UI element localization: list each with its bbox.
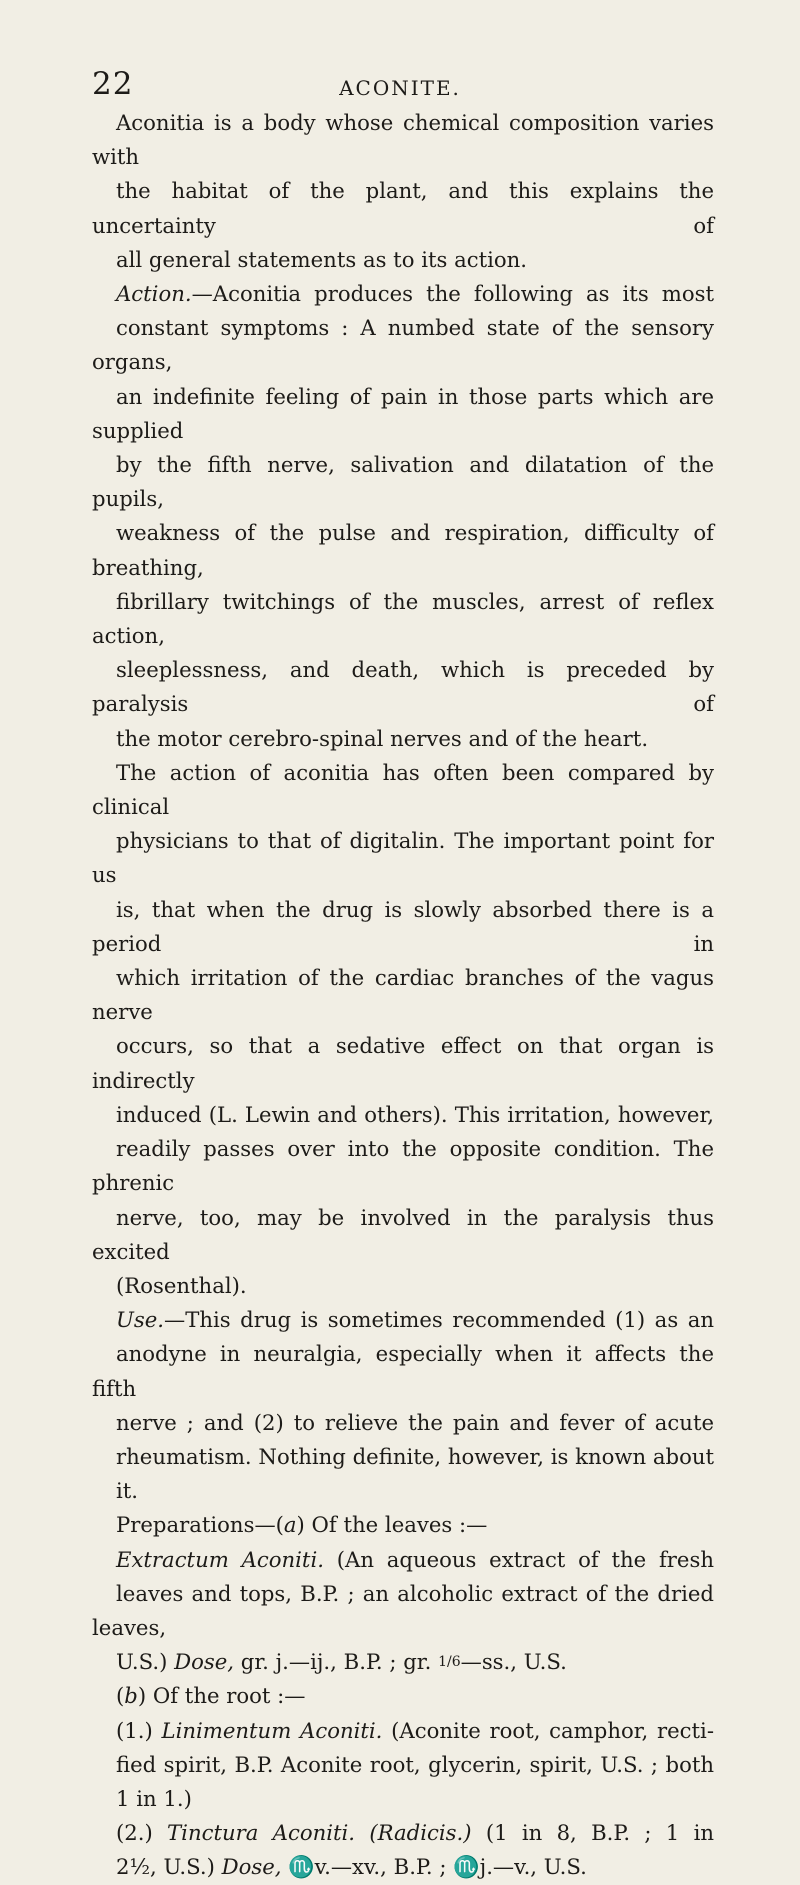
paragraph-root — [92, 1679, 714, 1713]
text-line: an indefinite feeling of pain in those parts which are supplied — [92, 383, 714, 443]
text-line — [92, 1645, 714, 1679]
text-run: —ss., U.S. — [460, 1649, 567, 1675]
text-line — [92, 1543, 714, 1577]
text-line: fibrillary twitchings of the muscles, arrest of reflex action, — [92, 588, 714, 649]
text-line: (Rosenthal). — [116, 1272, 247, 1298]
text-line — [92, 1816, 714, 1850]
text-run: (Aconite root, camphor, recti- — [382, 1717, 714, 1743]
text-line: sleeplessness, and death, which is preceded by paralysis of — [92, 657, 714, 717]
paragraph-action — [92, 277, 714, 756]
list-number: (1.) — [116, 1717, 162, 1743]
paragraph-use — [92, 1303, 714, 1508]
page-header — [92, 66, 708, 106]
action-heading: Action. — [116, 281, 192, 307]
text-run: ) Of the root :— — [137, 1683, 306, 1709]
text-line: by the fifth nerve, salivation and dilatation of the pupils, — [92, 452, 714, 512]
paragraph-tinctura — [92, 1816, 714, 1884]
text-line: anodyne in neuralgia, especially when it affects the fifth — [92, 1341, 714, 1401]
use-heading: Use. — [116, 1307, 165, 1333]
preparation-title: Tinctura Aconiti. — [167, 1820, 356, 1846]
text-line: nerve, too, may be involved in the paralysis thus excited — [92, 1204, 714, 1264]
text-line: rheumatism. Nothing definite, however, is known about — [116, 1443, 714, 1469]
text-line: is, that when the drug is slowly absorbed there is a period in — [92, 896, 714, 956]
text-line: fied spirit, B.P. Aconite root, glycerin, spirit, U.S. ; both — [116, 1751, 714, 1777]
preparation-title: Linimentum Aconiti. — [161, 1717, 383, 1743]
dose-label: Dose, — [221, 1854, 282, 1880]
text-run: (An aqueous extract of the fresh — [323, 1546, 714, 1572]
body-text — [92, 106, 714, 1885]
text-run: ♏v.—xv., B.P. ; ♏j.—v., U.S. — [281, 1854, 587, 1880]
preparation-subtitle: (Radicis.) — [369, 1820, 472, 1846]
text-run: ) Of the leaves :— — [296, 1512, 488, 1538]
text-line — [92, 1714, 714, 1748]
text-line — [92, 1508, 714, 1542]
preparation-title: Extractum Aconiti. — [116, 1546, 324, 1572]
text-line: Aconitia is a body whose chemical composition varies with — [92, 110, 714, 170]
text-run: —This drug is sometimes recommended (1) as an — [164, 1307, 714, 1333]
text-line: occurs, so that a sedative effect on that organ is indirectly — [92, 1033, 714, 1093]
text-run: gr. j.—ij., B.P. ; gr. — [234, 1649, 439, 1675]
text-run: ( — [116, 1683, 125, 1709]
dose-fraction: 1/6 — [438, 1654, 461, 1671]
text-line: weakness of the pulse and respiration, difficulty of breathing, — [92, 520, 714, 580]
text-line: leaves and tops, B.P. ; an alcoholic extract of the dried leaves, — [92, 1580, 714, 1640]
dose-label: Dose, — [174, 1649, 235, 1675]
paragraph-aconitia-intro — [92, 106, 714, 277]
list-number: (2.) — [116, 1820, 168, 1846]
text-run: Preparations—( — [116, 1512, 284, 1538]
list-marker-b: b — [124, 1683, 138, 1709]
text-line: induced (L. Lewin and others). This irritation, however, — [116, 1101, 714, 1127]
list-marker-a: a — [283, 1512, 297, 1538]
paragraph-extractum — [92, 1543, 714, 1680]
text-line: nerve ; and (2) to relieve the pain and fever of acute — [116, 1409, 714, 1435]
text-line: the motor cerebro-spinal nerves and of the heart. — [116, 725, 649, 751]
text-line: readily passes over into the opposite condition. The phrenic — [92, 1136, 714, 1196]
text-line — [92, 1679, 714, 1713]
text-line: it. — [116, 1478, 139, 1504]
text-line: The action of aconitia has often been compared by clinical — [92, 759, 714, 820]
paragraph-comparison — [92, 756, 714, 1303]
text-line: constant symptoms : A numbed state of the sensory organs, — [92, 315, 714, 375]
text-run: 2½, U.S.) — [116, 1854, 222, 1880]
text-line: 1 in 1.) — [116, 1785, 192, 1811]
text-line: all general statements as to its action. — [116, 246, 528, 272]
text-line — [92, 1303, 714, 1337]
text-run: —Aconitia produces the following as its most — [191, 281, 714, 307]
text-line: which irritation of the cardiac branches of the vagus nerve — [92, 965, 714, 1025]
text-line: the habitat of the plant, and this explains the uncertainty of — [92, 178, 714, 238]
text-line — [92, 277, 714, 311]
running-head: ACONITE. — [339, 76, 461, 100]
text-run: (1 in 8, B.P. ; 1 in — [471, 1820, 714, 1846]
paragraph-linimentum — [92, 1714, 714, 1817]
text-line — [92, 1850, 714, 1884]
text-run: U.S.) — [116, 1649, 175, 1675]
page-number: 22 — [92, 66, 134, 102]
paragraph-preparations — [92, 1508, 714, 1542]
text-line: physicians to that of digitalin. The important point for us — [92, 828, 714, 888]
